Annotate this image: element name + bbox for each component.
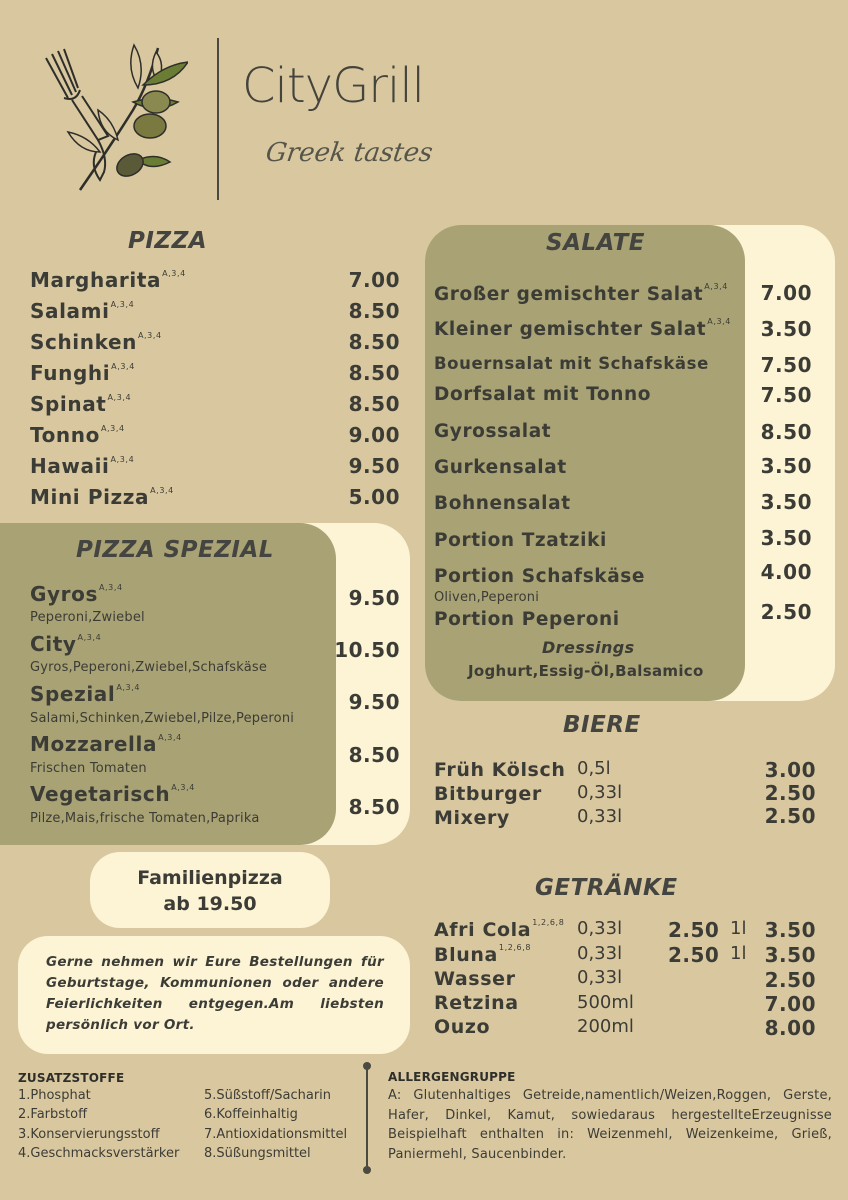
drink-item: Mixery bbox=[434, 807, 510, 829]
pizza-heading: PIZZA bbox=[128, 228, 208, 254]
menu-item: Funghi$^{A,3,4}$ bbox=[30, 361, 135, 385]
drink-volume: 0,33l bbox=[577, 943, 623, 964]
menu-price: 8.50 bbox=[348, 299, 400, 323]
order-note: Gerne nehmen wir Eure Bestellungen für Geburtstage, Kommunionen oder andere Feierlichkeiten entgegen.Am liebsten persönlich vor Ort. bbox=[18, 936, 410, 1054]
familienpizza-badge bbox=[90, 852, 330, 928]
drink-volume: 0,33l bbox=[577, 782, 623, 803]
menu-price: 9.50 bbox=[348, 690, 400, 714]
allergengruppe-heading: ALLERGENGRUPPE bbox=[388, 1070, 516, 1084]
drink-price: 2.50 bbox=[764, 804, 816, 828]
menu-item: Spinat$^{A,3,4}$ bbox=[30, 392, 132, 416]
menu-item: Spezial$^{A,3,4}$ bbox=[30, 682, 141, 706]
footer-divider bbox=[366, 1066, 368, 1170]
dressings-list: Joghurt,Essig-Öl,Balsamico bbox=[468, 662, 704, 680]
menu-price: 8.50 bbox=[348, 795, 400, 819]
menu-price: 7.50 bbox=[760, 383, 812, 407]
menu-price: 10.50 bbox=[334, 638, 400, 662]
menu-price: 3.50 bbox=[760, 317, 812, 341]
menu-item: Portion Schafskäse bbox=[434, 566, 646, 587]
brand-tagline: Greek tastes bbox=[263, 138, 435, 168]
header-divider bbox=[217, 38, 219, 200]
menu-item: Tonno$^{A,3,4}$ bbox=[30, 423, 125, 447]
drink-price: 3.00 bbox=[764, 758, 816, 782]
getraenke-heading: GETRÄNKE bbox=[535, 875, 678, 901]
allergen-description: A: Glutenhaltiges Getreide,namentlich/Weizen,Roggen, Gerste, Hafer, Dinkel, Kamut, sowiedaraus hergestellteErzeugnisse Beispielhaft enthalten in: Weizenmehl, Weizenkeime, Grieß, Paniermehl, Saucenbinder. bbox=[388, 1088, 832, 1162]
zusatzstoff-item: 8.Süßungsmittel bbox=[204, 1146, 311, 1161]
menu-toppings: Peperoni,Zwiebel bbox=[30, 610, 145, 625]
menu-item: Bohnensalat bbox=[434, 493, 571, 514]
menu-price: 8.50 bbox=[348, 392, 400, 416]
pizza-spezial-heading: PIZZA SPEZIAL bbox=[76, 537, 274, 563]
drink-item: Afri Cola$^{1,2,6,8}$ bbox=[434, 918, 565, 941]
drink-volume: 0,33l bbox=[577, 806, 623, 827]
zusatzstoff-item: 4.Geschmacksverstärker bbox=[18, 1146, 180, 1161]
drink-price-large: 3.50 bbox=[764, 943, 816, 967]
drink-volume: 500ml bbox=[577, 992, 634, 1013]
menu-price: 2.50 bbox=[760, 600, 812, 624]
drink-price: 2.50 bbox=[764, 781, 816, 805]
menu-item: Portion Tzatziki bbox=[434, 530, 607, 551]
drink-volume-large: 1l bbox=[730, 943, 747, 964]
menu-item: Margharita$^{A,3,4}$ bbox=[30, 268, 186, 292]
drink-item: Früh Kölsch bbox=[434, 759, 566, 781]
menu-toppings: Gyros,Peperoni,Zwiebel,Schafskäse bbox=[30, 660, 268, 675]
dressings-heading: Dressings bbox=[542, 638, 635, 657]
drink-volume: 200ml bbox=[577, 1016, 634, 1037]
drink-price-large: 3.50 bbox=[764, 918, 816, 942]
drink-price: 2.50 bbox=[764, 968, 816, 992]
menu-item: City$^{A,3,4}$ bbox=[30, 632, 102, 656]
divider-dot bbox=[363, 1166, 371, 1174]
menu-item: Bouernsalat mit Schafskäse bbox=[434, 354, 709, 373]
drink-item: Bitburger bbox=[434, 783, 542, 805]
menu-toppings: Salami,Schinken,Zwiebel,Pilze,Peperoni bbox=[30, 711, 295, 726]
menu-price: 9.50 bbox=[348, 454, 400, 478]
menu-price: 5.00 bbox=[348, 485, 400, 509]
menu-price: 7.00 bbox=[760, 281, 812, 305]
menu-price: 8.50 bbox=[348, 330, 400, 354]
drink-volume: 0,33l bbox=[577, 967, 623, 988]
drink-price: 2.50 bbox=[668, 943, 720, 967]
menu-item: Gyrossalat bbox=[434, 421, 552, 442]
divider-dot bbox=[363, 1062, 371, 1070]
zusatzstoff-item: 5.Süßstoff/Sacharin bbox=[204, 1088, 332, 1103]
menu-item: Mini Pizza$^{A,3,4}$ bbox=[30, 485, 174, 509]
drink-volume: 0,5l bbox=[577, 758, 611, 779]
zusatzstoff-item: 3.Konservierungsstoff bbox=[18, 1127, 160, 1142]
brand-name: CityGrill bbox=[242, 58, 425, 114]
menu-item: Vegetarisch$^{A,3,4}$ bbox=[30, 782, 195, 806]
familienpizza-title: Familienpizza bbox=[137, 867, 283, 889]
menu-item: Gyros$^{A,3,4}$ bbox=[30, 582, 123, 606]
drink-item: Bluna$^{1,2,6,8}$ bbox=[434, 943, 532, 966]
drink-item: Ouzo bbox=[434, 1016, 491, 1038]
menu-price: 7.00 bbox=[348, 268, 400, 292]
menu-toppings: Pilze,Mais,frische Tomaten,Paprika bbox=[30, 811, 260, 826]
zusatzstoff-item: 7.Antioxidationsmittel bbox=[204, 1127, 348, 1142]
menu-toppings: Frischen Tomaten bbox=[30, 761, 147, 776]
menu-price: 8.50 bbox=[760, 420, 812, 444]
drink-price: 7.00 bbox=[764, 992, 816, 1016]
menu-price: 9.50 bbox=[348, 586, 400, 610]
drink-volume-large: 1l bbox=[730, 918, 747, 939]
menu-price: 7.50 bbox=[760, 353, 812, 377]
menu-item: Kleiner gemischter Salat$^{A,3,4}$ bbox=[434, 317, 731, 340]
drink-price: 8.00 bbox=[764, 1016, 816, 1040]
drink-volume: 0,33l bbox=[577, 918, 623, 939]
drink-item: Retzina bbox=[434, 992, 519, 1014]
menu-price: 3.50 bbox=[760, 454, 812, 478]
salate-heading: SALATE bbox=[546, 230, 646, 256]
familienpizza-price: ab 19.50 bbox=[163, 893, 257, 915]
menu-price: 9.00 bbox=[348, 423, 400, 447]
menu-item: Salami$^{A,3,4}$ bbox=[30, 299, 135, 323]
menu-item: Gurkensalat bbox=[434, 457, 567, 478]
fork-olive-branch-icon bbox=[38, 40, 188, 200]
menu-item: Mozzarella$^{A,3,4}$ bbox=[30, 732, 182, 756]
menu-price: 8.50 bbox=[348, 743, 400, 767]
menu-item: Schinken$^{A,3,4}$ bbox=[30, 330, 162, 354]
menu-item: Dorfsalat mit Tonno bbox=[434, 384, 652, 405]
menu-item: Großer gemischter Salat$^{A,3,4}$ bbox=[434, 282, 728, 305]
menu-item: Portion Peperoni bbox=[434, 609, 620, 630]
zusatzstoff-item: 1.Phosphat bbox=[18, 1088, 91, 1103]
drink-price: 2.50 bbox=[668, 918, 720, 942]
biere-heading: BIERE bbox=[563, 712, 641, 738]
drink-item: Wasser bbox=[434, 968, 516, 990]
menu-price: 4.00 bbox=[760, 560, 812, 584]
zusatzstoffe-heading: ZUSATZSTOFFE bbox=[18, 1071, 125, 1085]
menu-price: 3.50 bbox=[760, 526, 812, 550]
menu-toppings: Oliven,Peperoni bbox=[434, 590, 540, 605]
zusatzstoff-item: 6.Koffeinhaltig bbox=[204, 1107, 298, 1122]
menu-item: Hawaii$^{A,3,4}$ bbox=[30, 454, 135, 478]
menu-price: 3.50 bbox=[760, 490, 812, 514]
menu-price: 8.50 bbox=[348, 361, 400, 385]
zusatzstoff-item: 2.Farbstoff bbox=[18, 1107, 88, 1122]
